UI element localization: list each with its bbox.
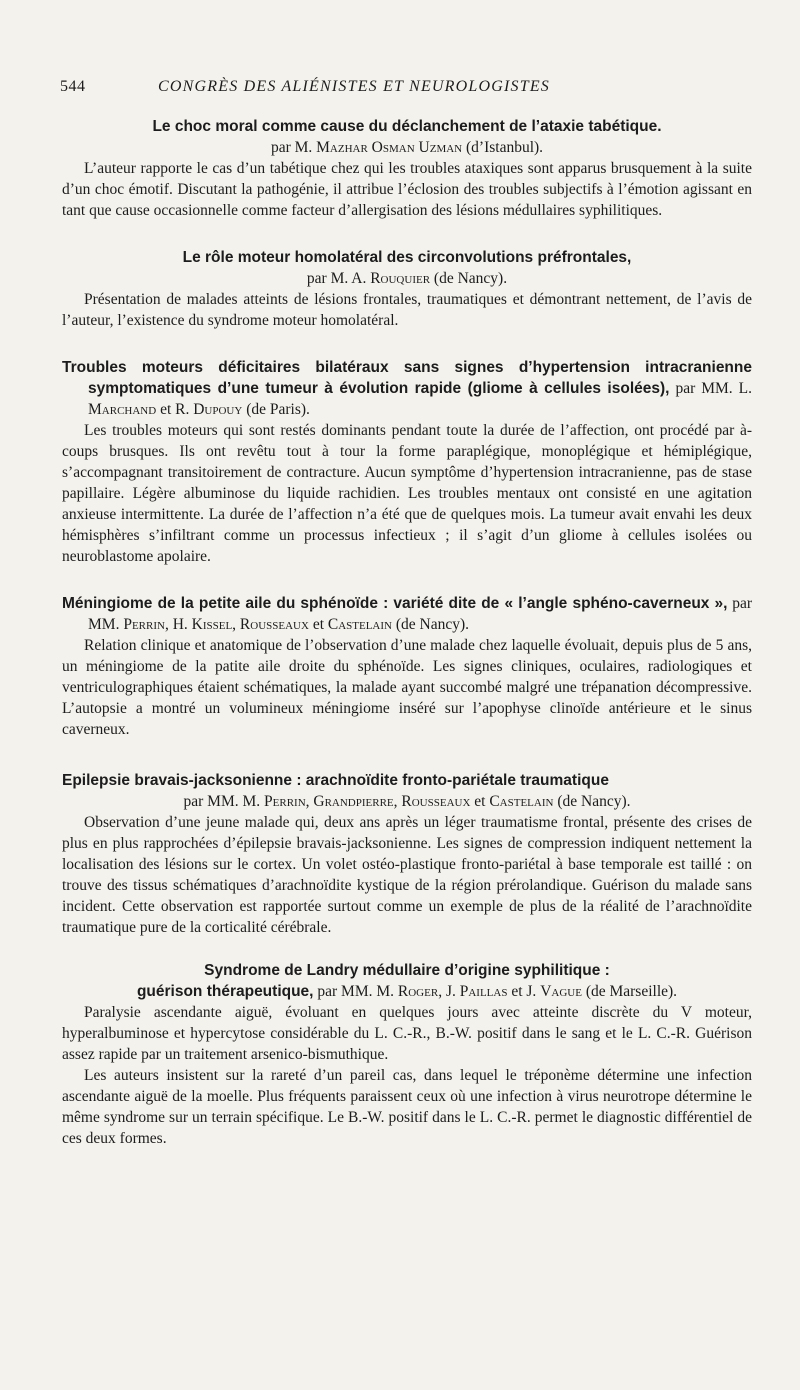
article-heading (62, 981, 752, 1002)
byline-conjunction: et (312, 616, 324, 633)
byline-affiliation: (de Nancy). (395, 616, 470, 633)
article-paragraph: L’auteur rapporte le cas d’un tabétique chez qui les troubles ataxiques sont apparus brusquement à la suite d’un choc émotif. Discutant la pathogénie, il attribue l’éclosion des troubles subjectifs à l’émotion agissant en tant que cause occasionnelle comme facteur d’allergisation des lésions médullaires syphilitiques. (62, 160, 752, 219)
author-names: Castelain (327, 616, 392, 633)
article (62, 247, 752, 331)
byline-prefix: par MM. M. (317, 983, 395, 1000)
page-content (62, 116, 752, 1171)
byline-separator: , J. (438, 983, 456, 1000)
byline-affiliation: (de Nancy). (557, 793, 631, 810)
page-header (60, 78, 750, 100)
author-names: Perrin, Grandpierre, Rousseaux (264, 793, 471, 810)
article (62, 593, 752, 740)
author-names: Roger (397, 983, 439, 1000)
article-paragraph: Paralysie ascendante aiguë, évoluant en quelques jours avec atteinte discrète du V moteur, hyperalbuminose et hypercytose considérable du L. C.-R., B.-W. positif dans le sang et le L. C.-R. Guérison assez rapide par un traitement arsenico-bismuthique. (62, 1004, 752, 1063)
running-title: CONGRÈS DES ALIÉNISTES ET NEUROLOGISTES (158, 78, 551, 95)
article-paragraph: Observation d’une jeune malade qui, deux ans après un léger traumatisme frontal, présente des crises de plus en plus rapprochées d’épilepsie bravais-jacksonienne. Les signes de compression indiquent nettement la localisation des lésions sur le cortex. Un volet ostéo-plastique fronto-pariétal à base temporale est taillé : on trouve des tissus schématiques d’arachnoïdite kystique de la région prérolandique. Guérison du malade sans incident. Cette observation est rapportée surtout comme un exemple de plus de la réalité de l’arachnoïdite traumatique pure de la corticalité cérébrale. (62, 814, 752, 936)
article-heading (62, 593, 752, 635)
byline-prefix: par M. A. (306, 270, 367, 287)
article-byline (62, 137, 752, 158)
article (62, 960, 752, 1149)
article-byline (62, 791, 752, 812)
byline-affiliation: (d’Istanbul). (466, 139, 544, 156)
byline-prefix: par MM. L. (675, 380, 753, 397)
author-names: Marchand (88, 401, 157, 418)
article-title: Le rôle moteur homolatéral des circonvolutions préfrontales, (182, 249, 632, 266)
byline-prefix: par MM. M. (183, 793, 261, 810)
byline-prefix: par MM. (88, 595, 752, 633)
article (62, 116, 752, 221)
author-names: Castelain (489, 793, 554, 810)
article-title: Le choc moral comme cause du déclanchement de l’ataxie tabétique. (152, 118, 662, 135)
article-title: Troubles moteurs déficitaires bilatéraux sans signes d’hypertension intracranienne symptomatiques d’une tumeur à évolution rapide (gliome à cellules isolées), (62, 359, 752, 397)
author-names: Dupouy (193, 401, 243, 418)
article-title: Syndrome de Landry médullaire d’origine syphilitique : (204, 962, 610, 979)
byline-affiliation: (de Marseille). (585, 983, 678, 1000)
author-names: Rouquier (370, 270, 431, 287)
article-paragraph: Les auteurs insistent sur la rareté d’un pareil cas, dans lequel le tréponème détermine une infection ascendante aiguë de la moelle. Plus fréquents paraissent ceux où une infection à virus neurotrope détermine le même syndrome sur un terrain spécifique. Le B.-W. positif dans le L. C.-R. permet le diagnostic différentiel de ces deux formes. (62, 1067, 752, 1147)
byline-affiliation: (de Nancy). (433, 270, 508, 287)
article-title: Méningiome de la petite aile du sphénoïde : variété dite de « l’angle sphéno-caverneux », (62, 595, 728, 612)
page-number: 544 (60, 78, 86, 95)
byline-conjunction: et (474, 793, 486, 810)
article (62, 770, 752, 938)
byline-affiliation: (de Paris). (246, 401, 310, 418)
article-title-continued: guérison thérapeutique, (136, 983, 314, 1000)
article-byline (62, 268, 752, 289)
article (62, 357, 752, 567)
byline-prefix: par M. (270, 139, 313, 156)
author-names: Mazhar Osman Uzman (316, 139, 463, 156)
article-paragraph: Présentation de malades atteints de lésions frontales, traumatiques et démontrant nettement, de l’avis de l’auteur, l’existence du syndrome moteur homolatéral. (62, 291, 752, 329)
author-names: Perrin, H. Kissel, Rousseaux (123, 616, 309, 633)
byline-conjunction: et R. (160, 401, 190, 418)
article-paragraph: Les troubles moteurs qui sont restés dominants pendant toute la durée de l’affection, ont procédé par à-coups brusques. Ils ont revêtu tout à tour la forme paraplégique, monoplégique et hémiplégique, s’accompagnant transitoirement de contracture. Aucun symptôme d’hypertension intracranienne, pas de stase papillaire. Légère albuminose du liquide rachidien. Les troubles mentaux ont consisté en une agitation anxieuse intermittente. La durée de l’affection n’a été que de quelques mois. La tumeur avait envahi les deux hémisphères s’infiltrant comme un processus infectieux ; il s’agit d’un gliome à cellules isolées ou neuroblastome apolaire. (62, 422, 752, 565)
author-names: Paillas (459, 983, 508, 1000)
article-paragraph: Relation clinique et anatomique de l’observation d’une malade chez laquelle évoluait, depuis plus de 5 ans, un méningiome de la patite aile droite du sphénoïde. Les signes cliniques, oculaires, radiologiques et ventriculographiques étaient schématiques, la malade ayant succombé malgré une trépanation décompressive. L’autopsie a montré un volumineux méningiome inséré sur l’apophyse clinoïde antérieure et le sinus caverneux. (62, 637, 752, 738)
article-heading (62, 357, 752, 420)
byline-conjunction: et J. (511, 983, 537, 1000)
article-title: Epilepsie bravais-jacksonienne : arachnoïdite fronto-pariétale traumatique (62, 772, 609, 789)
author-names: Vague (540, 983, 582, 1000)
